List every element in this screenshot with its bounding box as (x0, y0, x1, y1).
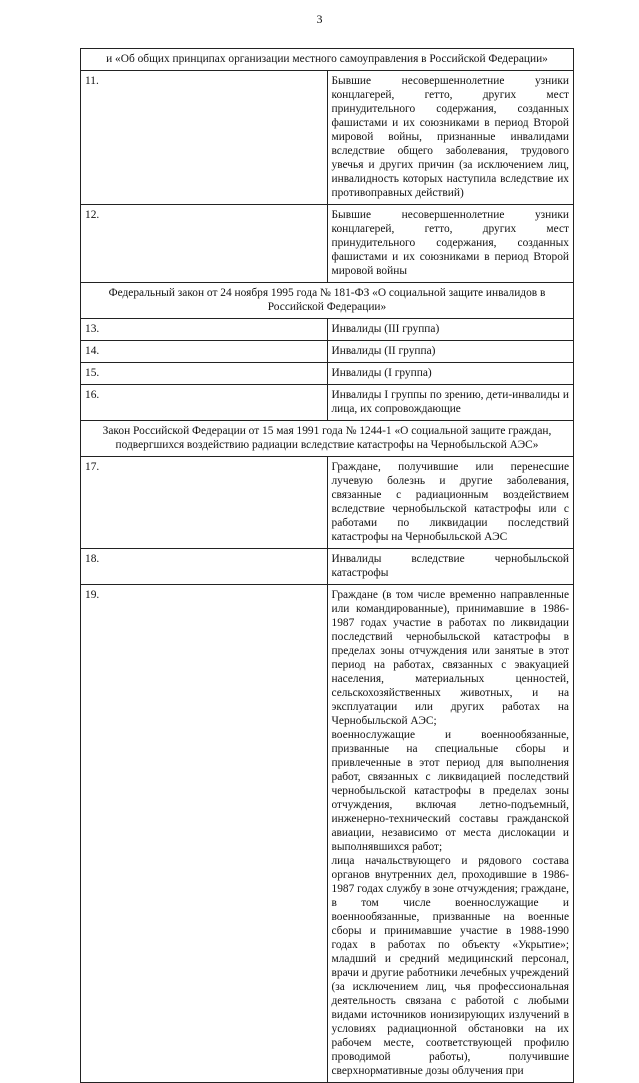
table-row (81, 283, 574, 319)
page-number: 3 (316, 12, 323, 26)
row-number: 14. (81, 341, 328, 363)
section-header: и «Об общих принципах организации местного самоуправления в Российской Федерации» (81, 49, 574, 71)
table-row (81, 205, 574, 283)
row-text: Инвалиды (III группа) (327, 319, 574, 341)
row-number: 18. (81, 549, 328, 585)
row-number: 19. (81, 585, 328, 1083)
row-paragraph: Граждане (в том числе временно направленные или командированные), принимавшие в 1986-1987 годах участие в работах по ликвидации последствий чернобыльской катастрофы в пределах зоны отчуждения или занятые в этот период на работах, связанных с эвакуацией населения, материальных ценностей, сельскохозяйственных животных, и на эксплуатации или других работах на Чернобыльской АЭС; (331, 589, 569, 727)
row-number: 16. (81, 385, 328, 421)
row-text: Инвалиды I группы по зрению, дети-инвалиды и лица, их сопровождающие (327, 385, 574, 421)
row-text: Бывшие несовершеннолетние узники концлагерей, гетто, других мест принудительного содержания, созданных фашистами и их союзниками в период Второй мировой войны (327, 205, 574, 283)
row-paragraph: военнослужащие и военнообязанные, призванные на специальные сборы и привлеченные в этот период для выполнения работ, связанных с ликвидацией последствий чернобыльской катастрофы в пределах зоны отчуждения, включая летно-подъемный, инженерно-технический составы гражданской авиации, независимо от места дислокации и выполнявшихся работ; (331, 729, 569, 853)
table-row (81, 319, 574, 341)
table-row (81, 341, 574, 363)
table-row (81, 421, 574, 457)
table-row (81, 457, 574, 549)
row-text: Инвалиды (I группа) (327, 363, 574, 385)
row-number: 15. (81, 363, 328, 385)
row-text: Бывшие несовершеннолетние узники концлагерей, гетто, других мест принудительного содержания, созданных фашистами и их союзниками в период Второй мировой войны, признанные инвалидами вследствие общего заболевания, трудового увечья и других причин (за исключением лиц, инвалидность которых наступила вследствие их противоправных действий) (327, 71, 574, 205)
row-number: 13. (81, 319, 328, 341)
table-row (81, 363, 574, 385)
row-paragraph: лица начальствующего и рядового состава органов внутренних дел, проходившие в 1986-1987 годах службу в зоне отчуждения; граждане, в том числе военнослужащие и военнообязанные, призванные на военные сборы и принимавшие участие в 1988-1990 годах в работах по объекту «Укрытие»; младший и средний медицинский персонал, врачи и другие работники лечебных учреждений (за исключением лиц, чья профессиональная деятельность связана с работой с любыми видами источников ионизирующих излучений в условиях радиационной обстановки на их рабочем месте, соответствующей профилю проводимой работы), получившие сверхнормативные дозы облучения при (331, 855, 569, 1077)
table-row (81, 585, 574, 1083)
table-row (81, 71, 574, 205)
table-row (81, 549, 574, 585)
row-text: Инвалиды (II группа) (327, 341, 574, 363)
row-number: 17. (81, 457, 328, 549)
section-header: Федеральный закон от 24 ноября 1995 года № 181-ФЗ «О социальной защите инвалидов в Российской Федерации» (81, 283, 574, 319)
benefits-table (80, 48, 574, 1083)
row-text: Инвалиды вследствие чернобыльской катастрофы (327, 549, 574, 585)
row-text (327, 585, 574, 1083)
row-text: Граждане, получившие или перенесшие лучевую болезнь и другие заболевания, связанные с радиационным воздействием вследствие чернобыльской катастрофы или с работами по ликвидации последствий катастрофы на Чернобыльской АЭС (327, 457, 574, 549)
row-number: 11. (81, 71, 328, 205)
table-row (81, 49, 574, 71)
table-row (81, 385, 574, 421)
section-header: Закон Российской Федерации от 15 мая 1991 года № 1244-1 «О социальной защите граждан, подвергшихся воздействию радиации вследствие катастрофы на Чернобыльской АЭС» (81, 421, 574, 457)
row-number: 12. (81, 205, 328, 283)
